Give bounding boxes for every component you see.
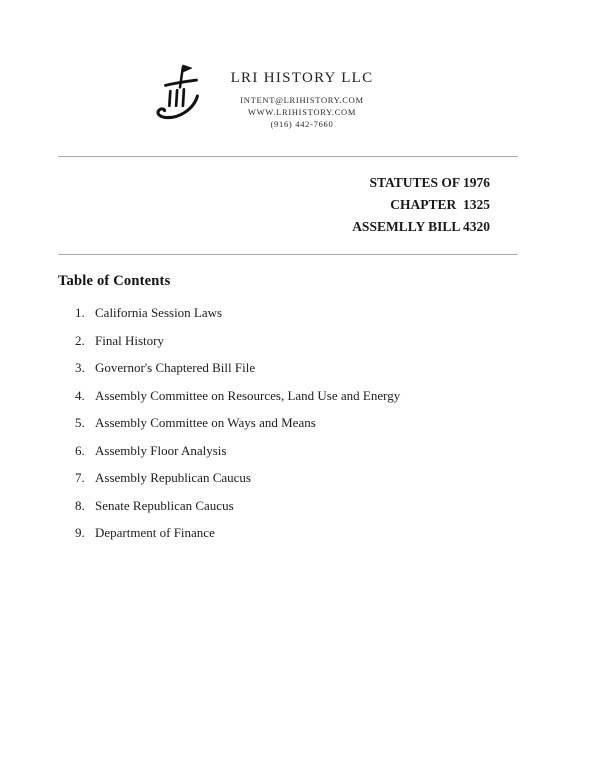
chapter-line: CHAPTER 1325	[390, 197, 490, 212]
bill-line: ASSEMLLY BILL 4320	[352, 219, 490, 234]
toc-title: Table of Contents	[58, 273, 171, 289]
letterhead	[32, 60, 492, 136]
toc-item: 3. Governor's Chaptered Bill File	[88, 360, 518, 376]
top-divider	[58, 156, 518, 157]
toc-item: 5. Assembly Committee on Ways and Means	[88, 415, 518, 431]
toc-item: 2. Final History	[88, 333, 518, 349]
letterhead-text	[231, 60, 374, 130]
company-website: WWW.LRIHISTORY.COM	[247, 107, 357, 117]
document-meta	[58, 172, 518, 238]
toc-item: 1. California Session Laws	[88, 305, 518, 321]
company-phone: (916) 442-7660	[270, 119, 334, 129]
company-email: INTENT@LRIHISTORY.COM	[240, 95, 364, 105]
toc-item: 6. Assembly Floor Analysis	[88, 443, 518, 459]
bottom-divider	[58, 254, 518, 255]
statutes-line: STATUTES OF 1976	[369, 175, 490, 190]
company-name: LRI HISTORY LLC	[230, 70, 374, 86]
calligraphic-brand-mark-icon	[151, 60, 209, 136]
toc-list	[58, 305, 518, 541]
toc-item: 8. Senate Republican Caucus	[88, 498, 518, 514]
toc-item: 7. Assembly Republican Caucus	[88, 470, 518, 486]
toc-item: 9. Department of Finance	[88, 525, 518, 541]
toc-item: 4. Assembly Committee on Resources, Land Use and Energy	[88, 388, 518, 404]
